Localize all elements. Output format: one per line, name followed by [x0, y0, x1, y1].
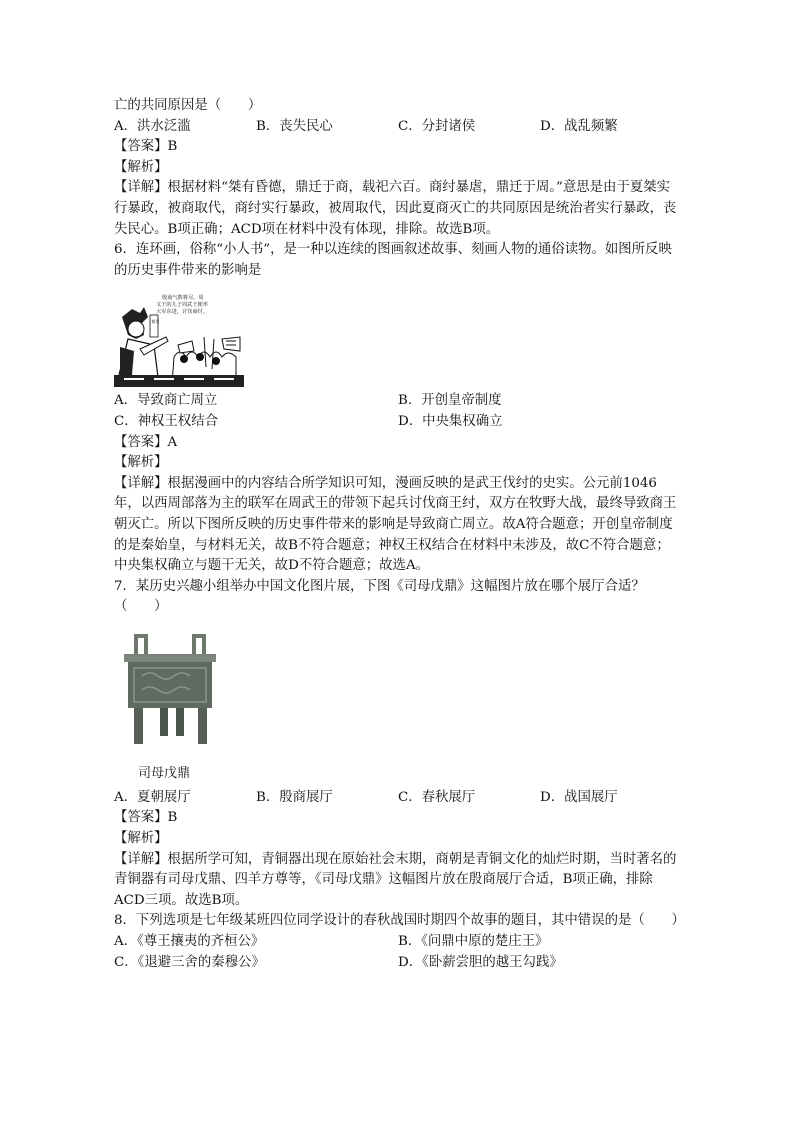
q5-option-c: C．分封诸侯	[398, 118, 476, 134]
q5-analysis-label: 【解析】	[114, 159, 168, 175]
q8-option-d: D．《卧薪尝胆的越王勾践》	[398, 954, 563, 970]
ding-caption: 司母戊鼎	[138, 765, 191, 781]
worksheet-page	[114, 96, 685, 973]
q8-options-row-1	[114, 932, 682, 953]
q6-option-a: A．导致商亡周立	[114, 393, 218, 409]
q5-stem: 亡的共同原因是（ ）	[114, 98, 262, 113]
q7-stem: 7．某历史兴趣小组举办中国文化图片展，下图《司母戊鼎》这幅图片放在哪个展厅合适？（ ）	[114, 578, 645, 615]
q7-answer: 【答案】B	[114, 810, 178, 826]
comic-caption-line-2: 文王的儿子周武王便率	[156, 302, 208, 309]
comic-caption-line-1: 殷商气数将尽，周	[162, 295, 204, 302]
q5-option-b: B．丧失民心	[256, 118, 333, 134]
q6-option-c: C．神权王权结合	[114, 413, 218, 429]
q5-detail: 【详解】根据材料“桀有昏德，鼎迁于商，载祀六百。商纣暴虐，鼎迁于周。”意思是由于夏桀实行暴政，被商取代，商纣实行暴政，被周取代，因此夏商灭亡的共同原因是统治者实行暴政，丧失民心。B项正确；ACD项在材料中没有体现，排除。故选B项。	[114, 180, 677, 237]
q7-option-b: B．殷商展厅	[256, 789, 333, 805]
q7-option-c: C．春秋展厅	[398, 789, 476, 805]
q7-analysis-label: 【解析】	[114, 831, 168, 847]
q8-option-a: A．《尊王攘夷的齐桓公》	[114, 934, 265, 950]
q6-options-row-2	[114, 412, 682, 433]
q7-options	[114, 788, 682, 809]
comic-label-top: 姬发	[151, 319, 160, 325]
q6-stem: 6．连环画，俗称“小人书”，是一种以连续的图画叙述故事、刻画人物的通俗读物。如图所反映的历史事件带来的影响是	[114, 242, 672, 278]
q8-option-b: B．《问鼎中原的楚庄王》	[398, 934, 549, 950]
comic-caption-line-3: 大军东进，讨伐商纣。	[156, 309, 208, 316]
q5-options	[114, 117, 682, 138]
q8-options-row-2	[114, 953, 682, 974]
q7-option-a: A．夏朝展厅	[114, 789, 191, 805]
q6-answer: 【答案】A	[114, 434, 178, 450]
q6-option-d: D．中央集权确立	[398, 413, 503, 429]
simuwu-ding-image	[120, 628, 220, 748]
q8-stem: 8．下列选项是七年级某班四位同学设计的春秋战国时期四个故事的题目，其中错误的是（ ）	[114, 913, 685, 929]
comic-illustration	[114, 287, 244, 387]
q5-answer: 【答案】B	[114, 139, 178, 155]
q5-option-d: D．战乱频繁	[540, 118, 618, 134]
q7-option-d: D．战国展厅	[540, 789, 618, 805]
q6-analysis-label: 【解析】	[114, 455, 168, 471]
q5-option-a: A．洪水泛滥	[114, 118, 191, 134]
q6-options-row-1	[114, 391, 682, 412]
q7-detail: 【详解】根据所学可知，青铜器出现在原始社会末期，商朝是青铜文化的灿烂时期，当时著名的青铜器有司母戊鼎、四羊方尊等，《司母戊鼎》这幅图片放在殷商展厅合适，B项正确，排除ACD三项。故选B项。	[114, 851, 677, 908]
q6-option-b: B．开创皇帝制度	[398, 393, 502, 409]
q8-option-c: C．《退避三舍的秦穆公》	[114, 954, 265, 970]
q6-detail: 【详解】根据漫画中的内容结合所学知识可知，漫画反映的是武王伐纣的史实。公元前1046年，以西周部落为主的联军在周武王的带领下起兵讨伐商王纣，双方在牧野大战，最终导致商王朝灭亡。所以下图所反映的历史事件带来的影响是导致商亡周立。故A符合题意；开创皇帝制度的是秦始皇，与材料无关，故B不符合题意；神权王权结合在材料中未涉及，故C不符合题意；中央集权确立与题干无关，故D不符合题意；故选A。	[114, 475, 677, 574]
